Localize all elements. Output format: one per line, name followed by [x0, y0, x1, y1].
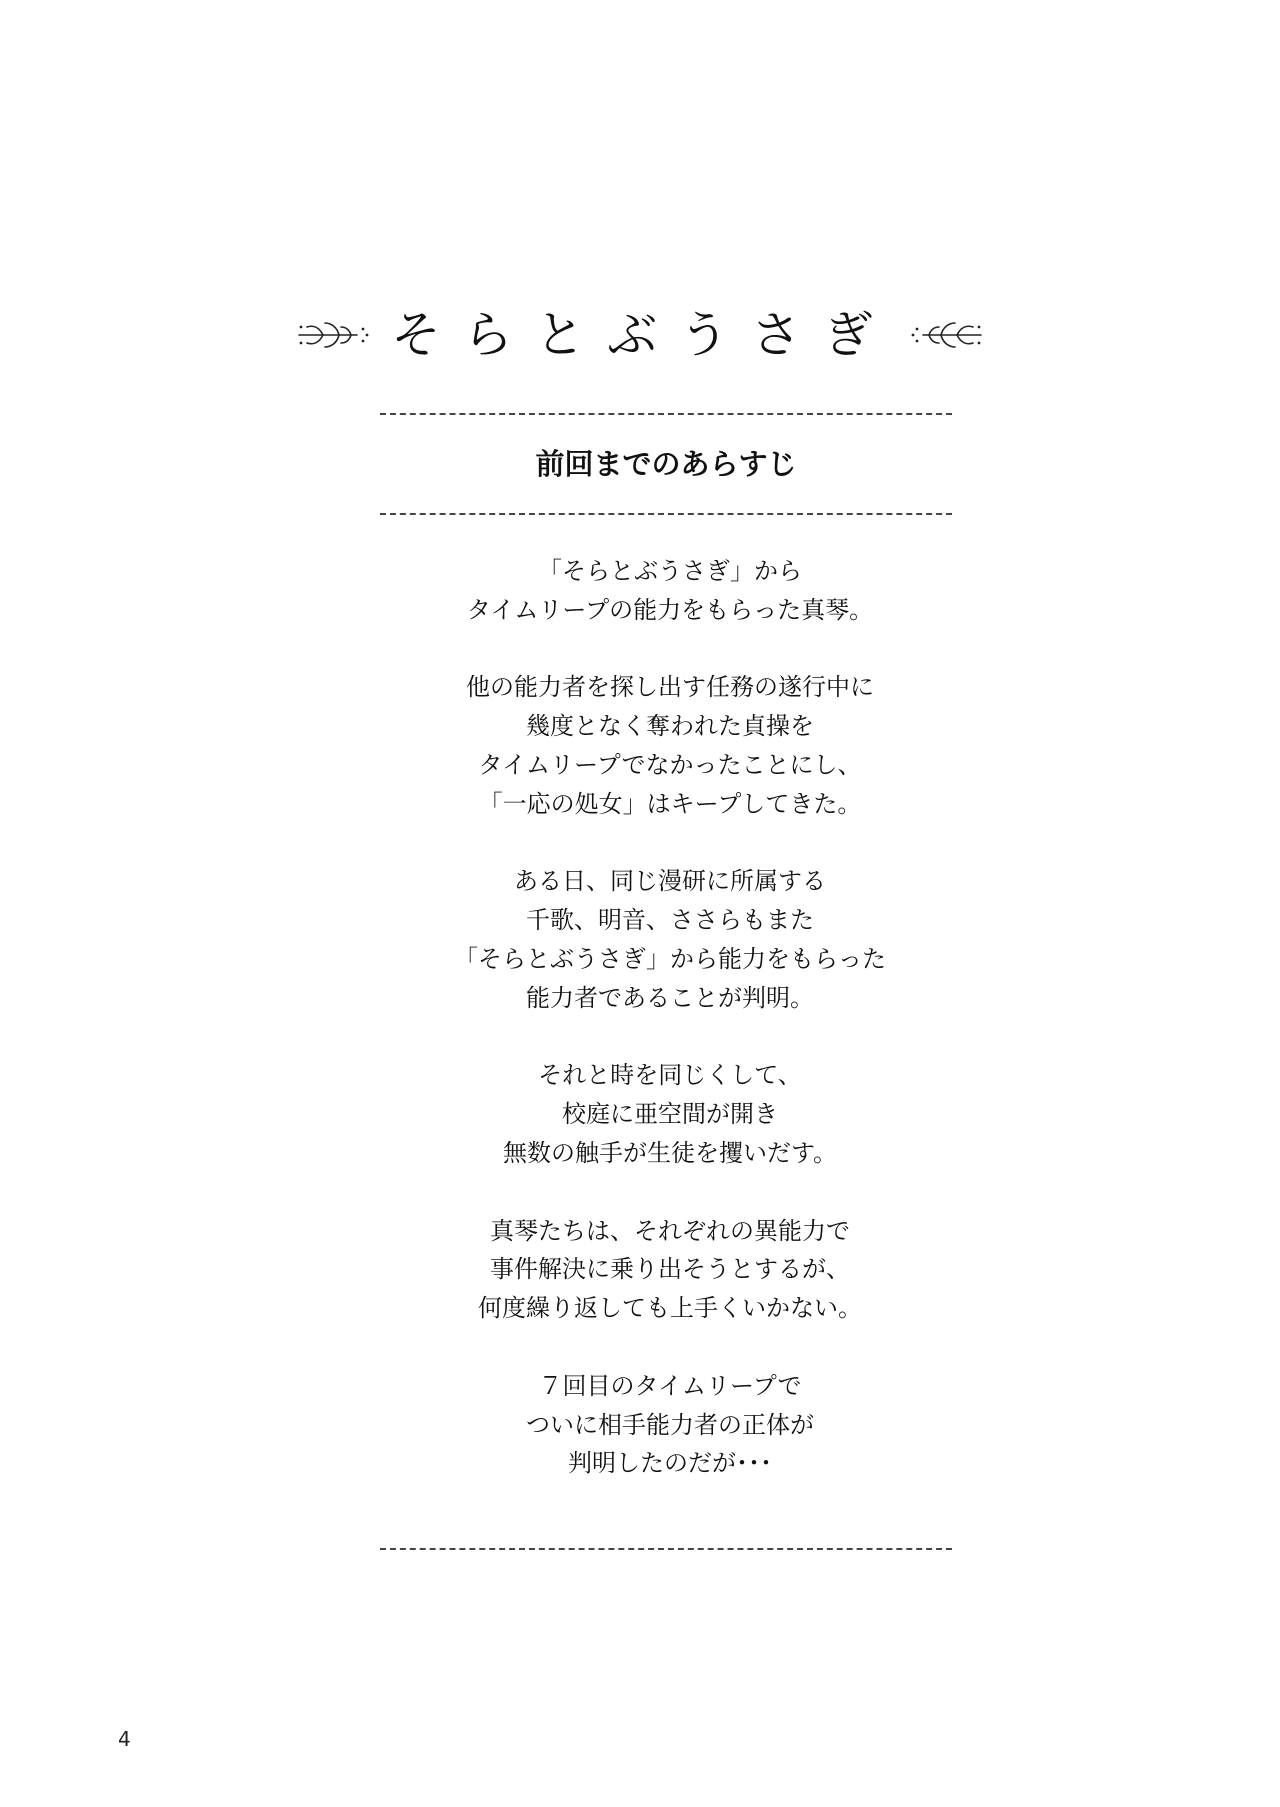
synopsis-line: 他の能力者を探し出す任務の遂行中に — [466, 673, 874, 702]
synopsis-line: 何度繰り返しても上手くいかない。 — [478, 1294, 862, 1323]
synopsis-line: それと時を同じくして、 — [538, 1061, 802, 1090]
synopsis-line: 「一応の処女」はキープしてきた。 — [478, 789, 862, 818]
leaf-sprig-ornament-icon — [293, 315, 373, 355]
synopsis-line: ついに相手能力者の正体が — [526, 1410, 814, 1439]
divider-top — [380, 413, 952, 415]
synopsis-line: 幾度となく奪われた貞操を — [526, 712, 814, 741]
synopsis-line: ７回目のタイムリープで — [538, 1371, 802, 1400]
synopsis-line: 無数の触手が生徒を攫いだす。 — [502, 1138, 838, 1167]
leaf-sprig-ornament-icon — [907, 315, 987, 355]
synopsis-line: 千歌、明音、ささらもまた — [526, 906, 814, 935]
synopsis-line: タイムリープでなかったことにし、 — [478, 750, 862, 779]
synopsis-paragraph — [330, 668, 1010, 823]
synopsis-body — [330, 552, 1010, 1522]
synopsis-line: タイムリープの能力をもらった真琴。 — [466, 595, 874, 624]
page-number: 4 — [118, 1727, 131, 1751]
synopsis-line: 「そらとぶうさぎ」から能力をもらった — [454, 944, 886, 973]
synopsis-line: ある日、同じ漫研に所属する — [514, 867, 826, 896]
synopsis-paragraph — [330, 1367, 1010, 1483]
synopsis-paragraph — [330, 1212, 1010, 1328]
divider-middle — [380, 513, 952, 515]
synopsis-line: 校庭に亜空間が開き — [562, 1100, 778, 1129]
synopsis-line: 真琴たちは、それぞれの異能力で — [490, 1216, 850, 1245]
synopsis-paragraph — [330, 862, 1010, 1017]
synopsis-paragraph — [330, 552, 1010, 630]
synopsis-line: 「そらとぶうさぎ」から — [538, 557, 802, 585]
title-banner — [300, 295, 980, 375]
book-title: そらとぶうさぎ — [391, 306, 895, 364]
synopsis-line: 能力者であることが判明。 — [526, 983, 814, 1012]
divider-bottom — [380, 1548, 952, 1550]
synopsis-line: 判明したのだが･･･ — [568, 1449, 772, 1478]
synopsis-paragraph — [330, 1056, 1010, 1172]
synopsis-line: 事件解決に乗り出そうとするが、 — [490, 1255, 850, 1284]
section-heading: 前回までのあらすじ — [535, 447, 797, 481]
